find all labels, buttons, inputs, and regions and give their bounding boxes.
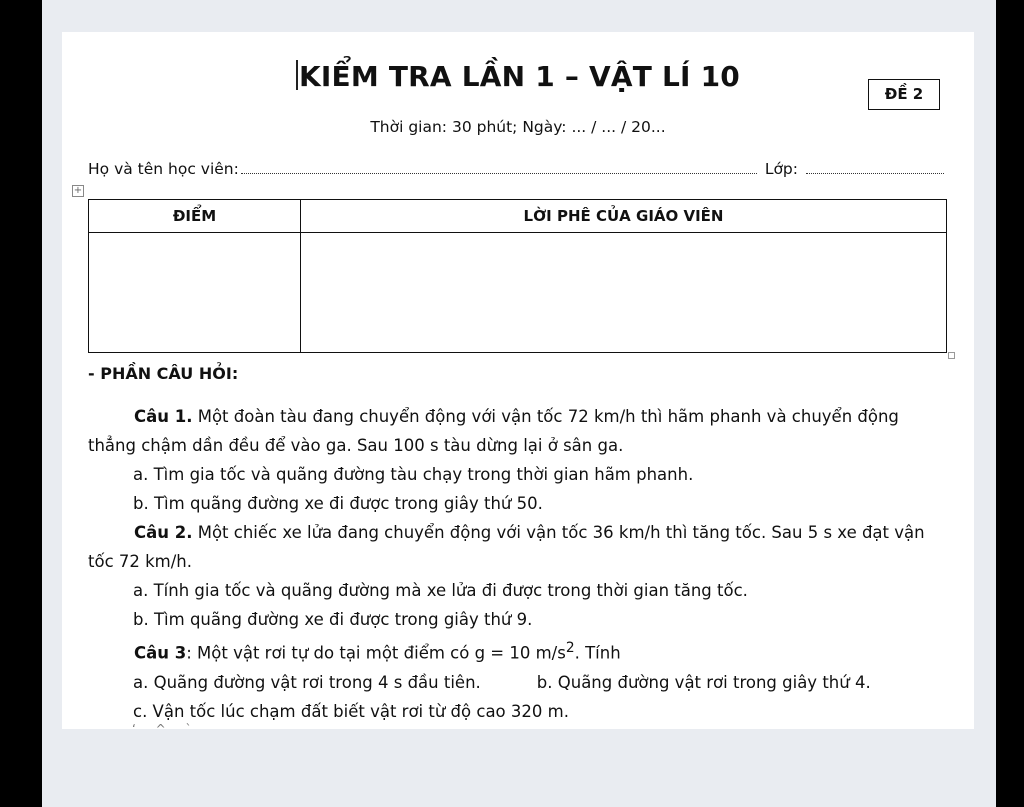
exam-code-box xyxy=(868,79,940,110)
question-2-part-b: b. Tìm quãng đường xe đi được trong giây thứ 9. xyxy=(133,610,533,629)
question-1: Câu 1. Một đoàn tàu đang chuyển động với vận tốc 72 km/h thì hãm phanh và chuyển động thẳng chậm dần đều để vào ga. Sau 100 s tàu dừng lại ở sân ga. xyxy=(88,407,899,455)
cut-off-text-fragment: ‘ ^ ` xyxy=(132,722,200,729)
time-date-line: Thời gian: 30 phút; Ngày: ... / ... / 20... xyxy=(370,118,666,136)
question-1-part-b: b. Tìm quãng đường xe đi được trong giây thứ 50. xyxy=(133,494,543,513)
question-3-part-b: b. Quãng đường vật rơi trong giây thứ 4. xyxy=(536,672,871,692)
question-1-part-a: a. Tìm gia tốc và quãng đường tàu chạy trong thời gian hãm phanh. xyxy=(133,465,694,484)
question-3-parts-ab xyxy=(88,668,950,697)
questions-block xyxy=(88,402,950,726)
text-cursor xyxy=(296,60,298,90)
right-dark-border xyxy=(996,0,1024,807)
score-header: ĐIỂM xyxy=(89,200,301,233)
left-dark-border xyxy=(0,0,42,807)
exam-paper xyxy=(62,32,974,729)
comment-cell[interactable] xyxy=(301,233,947,353)
question-2: Câu 2. Một chiếc xe lửa đang chuyển động với vận tốc 36 km/h thì tăng tốc. Sau 5 s xe đạt vận tốc 72 km/h. xyxy=(88,523,925,571)
exam-title: KIỂM TRA LẦN 1 – VẬT LÍ 10 xyxy=(62,60,974,93)
table-move-handle-icon[interactable]: + xyxy=(73,185,83,196)
question-2-part-a: a. Tính gia tốc và quãng đường mà xe lửa đi được trong thời gian tăng tốc. xyxy=(133,581,748,600)
section-title: - PHẦN CÂU HỎI: xyxy=(88,364,239,383)
student-info-line xyxy=(88,160,944,178)
question-3: Câu 3: Một vật rơi tự do tại một điểm có g = 10 $m/s^2$. Tính xyxy=(134,640,621,663)
name-label: Họ và tên học viên: xyxy=(88,160,239,178)
class-label: Lớp: xyxy=(764,160,798,178)
question-label: Câu 3 xyxy=(134,643,187,663)
name-fill-line[interactable] xyxy=(241,172,757,174)
comment-header: LỜI PHÊ CỦA GIÁO VIÊN xyxy=(301,200,947,233)
question-3-part-a: a. Quãng đường vật rơi trong 4 s đầu tiên. xyxy=(133,672,481,692)
exam-code: ĐỀ 2 xyxy=(884,85,924,103)
class-fill-line[interactable] xyxy=(806,172,944,174)
score-cell[interactable] xyxy=(89,233,301,353)
grade-table xyxy=(88,199,947,353)
question-label: Câu 2. xyxy=(134,523,193,542)
question-3-part-c: c. Vận tốc lúc chạm đất biết vật rơi từ độ cao 320 m. xyxy=(133,701,569,721)
table-resize-handle-icon[interactable] xyxy=(948,352,955,359)
question-label: Câu 1. xyxy=(134,407,193,426)
